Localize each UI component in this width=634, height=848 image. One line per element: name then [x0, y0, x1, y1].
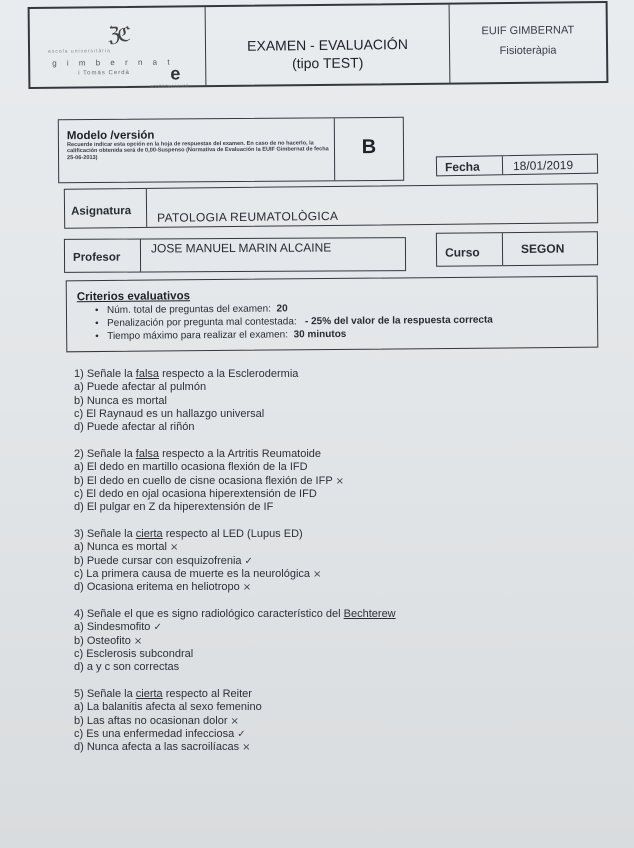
course-box	[436, 231, 598, 266]
answer-option[interactable]	[74, 408, 614, 421]
handwritten-mark-icon: ×	[242, 742, 251, 754]
answer-option[interactable]	[74, 501, 614, 514]
question-stem	[74, 528, 614, 541]
criteria-item-label: Penalización por pregunta mal contestada:	[107, 316, 297, 329]
question-1	[74, 368, 614, 434]
teacher-box	[64, 237, 406, 273]
criteria-item-label: Tiempo máximo para realizar el examen:	[107, 329, 289, 342]
handwritten-mark-icon: ×	[335, 475, 345, 487]
answer-option[interactable]	[74, 621, 614, 634]
stem-text: 2) Señale la	[74, 447, 136, 460]
handwritten-mark-icon: ×	[169, 542, 179, 554]
option-text: d) Ocasiona eritema en heliotropo	[74, 581, 240, 594]
answer-option[interactable]	[74, 728, 614, 741]
stem-text: 4) Señale el que es signo radiológico característico del	[74, 607, 344, 620]
logo-subtitle: i Tomàs Cerdà	[78, 69, 130, 77]
option-text: c) La primera causa de muerte es la neurológica	[74, 567, 311, 580]
stem-text: respecto a la Artritis Reumatoide	[159, 447, 322, 460]
stem-text: 1) Señale la	[74, 368, 136, 380]
stem-text: 3) Señale la	[74, 527, 136, 540]
handwritten-mark-icon: ×	[242, 582, 252, 594]
answer-option[interactable]	[74, 635, 614, 648]
logo-mark-icon: ℨℭ	[107, 21, 129, 47]
handwritten-mark-icon: ✓	[153, 622, 162, 634]
question-stem	[74, 368, 614, 381]
question-2	[74, 448, 614, 514]
school-logo	[30, 7, 207, 87]
answer-option[interactable]	[74, 541, 614, 554]
option-text: c) Esclerosis subcondral	[74, 647, 194, 660]
answer-option[interactable]	[74, 648, 614, 661]
option-text: d) Puede afectar al riñón	[74, 421, 195, 434]
option-text: b) Nunca es mortal	[74, 394, 167, 407]
option-text: c) El dedo en ojal ocasiona hiperextensión de IFD	[74, 487, 317, 500]
option-text: a) Sindesmofito	[74, 621, 151, 634]
course-value: SEGON	[520, 241, 565, 256]
school-name: EUIF GIMBERNAT	[481, 24, 575, 38]
criteria-title: Criterios evaluativos	[76, 290, 191, 304]
date-label: Fecha	[437, 156, 503, 175]
stem-keyword: cierta	[135, 527, 163, 540]
department-name: Fisioteràpia	[499, 44, 557, 58]
criteria-item-value: - 25% del valor de la respuesta correcta	[304, 314, 493, 328]
exam-subtitle: (tipo TEST)	[291, 54, 364, 72]
stem-text: respecto a la Esclerodermia	[159, 368, 299, 380]
exam-title: EXAMEN - EVALUACIÓN	[247, 36, 408, 54]
logo-e-icon: e	[170, 63, 181, 84]
model-letter: B	[361, 135, 377, 159]
answer-option[interactable]	[74, 381, 614, 394]
answer-option[interactable]	[74, 475, 614, 488]
question-list	[74, 368, 614, 768]
model-title: Modelo /versión	[66, 129, 155, 143]
answer-option[interactable]	[74, 741, 614, 754]
handwritten-mark-icon: ×	[133, 635, 143, 647]
handwritten-mark-icon: ✓	[237, 728, 246, 740]
evaluation-criteria-box	[66, 276, 599, 353]
stem-text: respecto al LED (Lupus ED)	[162, 527, 303, 540]
handwritten-mark-icon: ×	[313, 568, 322, 580]
stem-keyword: cierta	[135, 687, 163, 700]
option-text: b) Osteofito	[74, 634, 131, 647]
stem-text: respecto al Reiter	[162, 687, 252, 700]
exam-title-block	[206, 5, 451, 86]
subject-box	[64, 183, 598, 229]
model-info	[59, 118, 335, 182]
exam-header	[28, 1, 609, 89]
teacher-label: Profesor	[65, 239, 141, 271]
option-text: b) Puede cursar con esquizofrenia	[74, 554, 242, 567]
option-text: d) a y c son correctas	[74, 661, 180, 674]
stem-text: 5) Señale la	[74, 687, 136, 700]
model-note: Recuerde indicar esta opción en la hoja de respuestas del examen. En caso de no hacerlo, la calificación obtenida será de 0,00-Suspenso (Normativa de Evaluación la EUIF Gimbernat de fecha 25-06-2013)	[66, 140, 329, 161]
stem-keyword: falsa	[135, 447, 160, 460]
question-stem	[74, 448, 614, 461]
question-stem	[74, 608, 614, 621]
question-stem	[74, 688, 614, 701]
teacher-value: JOSE MANUEL MARIN ALCAINE	[150, 240, 332, 256]
question-5	[74, 688, 614, 754]
criteria-list	[77, 300, 597, 344]
answer-option[interactable]	[74, 715, 614, 728]
stem-keyword: Bechterew	[343, 607, 396, 620]
logo-small-text: escola universitària	[48, 48, 111, 55]
criteria-item-label: Núm. total de preguntas del examen:	[106, 303, 271, 316]
criteria-item-value: 30 minutos	[293, 328, 347, 341]
option-text: d) Nunca afecta a las sacroilíacas	[74, 741, 240, 754]
option-text: b) El dedo en cuello de cisne ocasiona flexión de IFP	[74, 474, 333, 487]
subject-value: PATOLOGIA REUMATOLÒGICA	[157, 208, 339, 225]
school-info	[450, 3, 607, 83]
date-box	[436, 154, 598, 177]
subject-label: Asignatura	[65, 189, 147, 228]
course-label: Curso	[437, 233, 503, 266]
option-text: a) Nunca es mortal	[74, 541, 167, 554]
stem-keyword: falsa	[135, 368, 160, 380]
criteria-item-value: 20	[276, 303, 288, 315]
option-text: a) Puede afectar al pulmón	[74, 381, 207, 394]
logo-tag: ADSCRITA A LA UAB	[150, 83, 189, 89]
question-3	[74, 528, 614, 594]
answer-option[interactable]	[74, 661, 614, 674]
handwritten-mark-icon: ✓	[244, 555, 253, 567]
answer-option[interactable]	[74, 701, 614, 714]
option-text: c) Es una enfermedad infecciosa	[74, 727, 235, 740]
option-text: a) El dedo en martillo ocasiona flexión de la IFD	[74, 461, 308, 474]
answer-option[interactable]	[74, 581, 614, 594]
logo-name: g i m b e r n a t	[52, 57, 174, 68]
answer-option[interactable]	[74, 421, 614, 434]
option-text: d) El pulgar en Z da hiperextensión de IF	[74, 501, 274, 514]
answer-option[interactable]	[74, 488, 614, 501]
answer-option[interactable]	[74, 461, 614, 474]
date-value: 18/01/2019	[512, 158, 574, 174]
answer-option[interactable]	[74, 568, 614, 581]
option-text: c) El Raynaud es un hallazgo universal	[74, 407, 265, 420]
model-version-box	[58, 117, 404, 183]
answer-option[interactable]	[74, 555, 614, 568]
answer-option[interactable]	[74, 395, 614, 408]
option-text: a) La balanitis afecta al sexo femenino	[74, 701, 262, 714]
handwritten-mark-icon: ×	[230, 715, 239, 727]
option-text: b) Las aftas no ocasionan dolor	[74, 714, 228, 727]
question-4	[74, 608, 614, 674]
